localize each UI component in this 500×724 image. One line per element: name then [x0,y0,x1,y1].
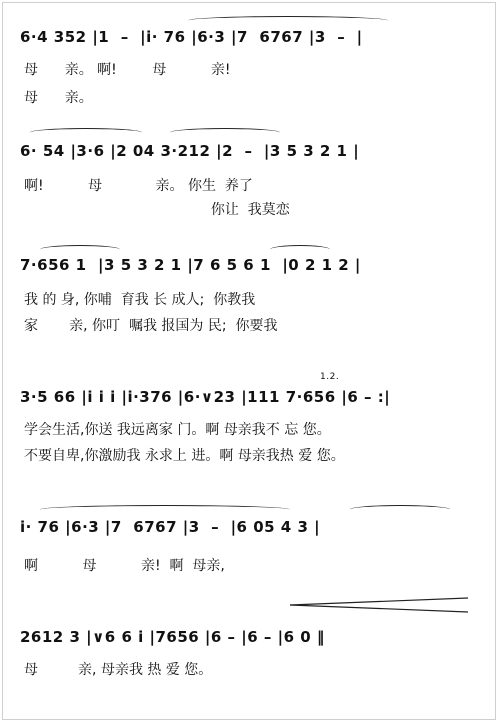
lyric-row-5-verse-1: 啊 母 亲! 啊 母亲, [24,558,225,574]
slur [350,505,450,514]
lyric-row-3-verse-2: 家 亲, 你叮 嘱我 报国为 民; 你要我 [24,318,278,334]
slur [188,16,388,25]
lyric-row-2-verse-2: 你让 我莫恋 [24,202,290,218]
notation-row-4: 3·5 66 |i i i |i·376 |6·∨23 |111 7·656 |6 – :| [20,388,391,406]
crescendo-hairpin [290,596,470,614]
lyric-row-3-verse-1: 我 的 身, 你哺 育我 长 成人; 你教我 [24,292,256,308]
notation-row-3: 7·656 1 |3 5 3 2 1 |7 6 5 6 1 |0 2 1 2 | [20,256,361,274]
volta-bracket-label: 1.2. [320,372,340,382]
lyric-row-4-verse-2: 不要自卑,你激励我 永求上 进。啊 母亲我热 爱 您。 [24,448,345,464]
lyric-row-2-verse-1: 啊! 母 亲。 你生 养了 [24,178,253,194]
slur [30,128,142,137]
lyric-row-1-verse-1: 母 亲。 啊! 母 亲! [24,62,231,78]
lyric-row-1-verse-2: 母 亲。 [24,90,93,106]
slur [40,245,120,254]
lyric-row-4-verse-1: 学会生活,你送 我远离家 门。啊 母亲我不 忘 您。 [24,422,331,438]
notation-row-2: 6· 54 |3·6 |2 04 3·212 |2 – |3 5 3 2 1 | [20,142,360,160]
slur [170,128,280,137]
slur [40,505,290,514]
notation-row-5: i· 76 |6·3 |7 6767 |3 – |6 05 4 3 | [20,518,321,536]
notation-row-6: 2612 3 |∨6 6 i |7656 |6 – |6 – |6 0 ‖ [20,628,325,646]
notation-row-1: 6·4 352 |1 – |i· 76 |6·3 |7 6767 |3 – | [20,28,363,46]
lyric-row-6-verse-1: 母 亲, 母亲我 热 爱 您。 [24,662,213,678]
slur [270,245,330,254]
